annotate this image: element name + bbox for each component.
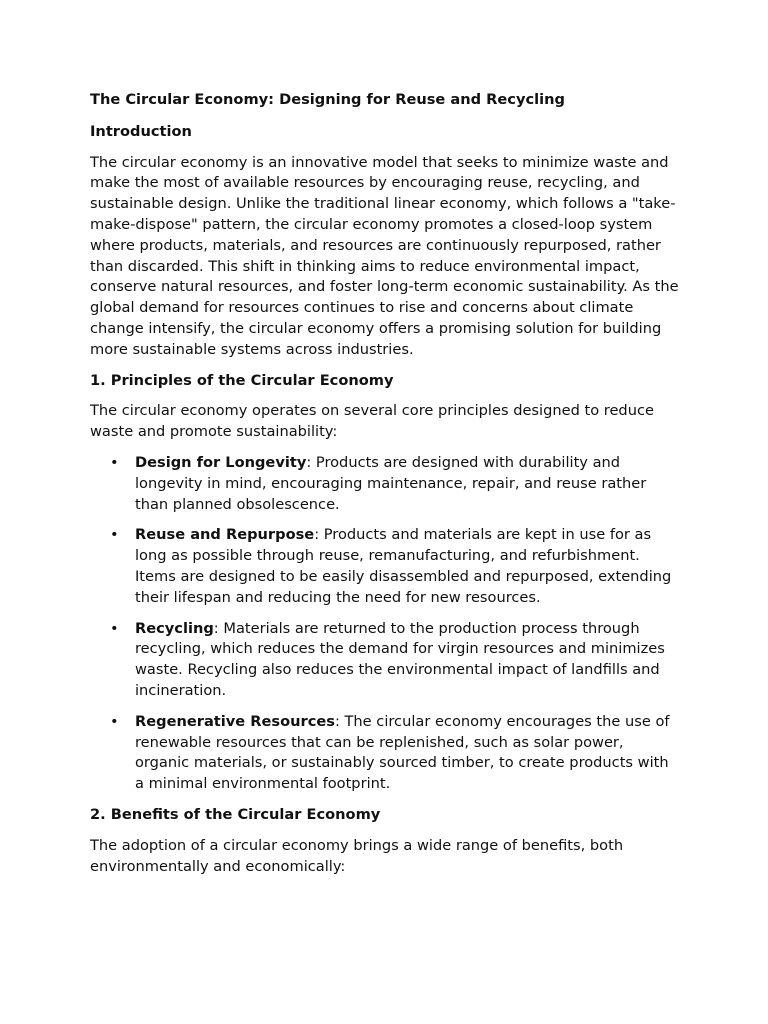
list-item-text: : Materials are returned to the production process through recycling, which reduces the demand for virgin resources and minimizes waste. Recycling also reduces the environmental impact of landfills and incineration.: [135, 619, 665, 699]
section-2-intro: The adoption of a circular economy brings a wide range of benefits, both environmentally and economically:: [90, 836, 624, 875]
list-item: [90, 453, 680, 515]
list-item-term: Recycling: [135, 619, 214, 637]
list-item-term: Regenerative Resources: [135, 712, 335, 730]
intro-heading: Introduction: [90, 122, 192, 140]
bullet-icon: •: [110, 712, 119, 730]
list-item-text: : Products and materials are kept in use for as long as possible through reuse, remanufacturing, and refurbishment. Items are designed to be easily disassembled and repurposed, extending their lifespan and reducing the need for new resources.: [135, 526, 672, 606]
section-1-heading: 1. Principles of the Circular Economy: [90, 371, 394, 389]
bullet-icon: •: [110, 453, 119, 471]
list-item: [90, 712, 680, 795]
principles-list: [90, 453, 680, 795]
list-item-text: : Products are designed with durability and longevity in mind, encouraging maintenance, repair, and reuse rather than planned obsolescence.: [135, 453, 647, 513]
section-2-heading: 2. Benefits of the Circular Economy: [90, 805, 381, 823]
list-item-text: : The circular economy encourages the use of renewable resources that can be replenished, such as solar power, organic materials, or sustainably sourced timber, to create products with a minimal environmental footprint.: [135, 712, 670, 793]
document-page: [90, 90, 680, 887]
list-item-term: Design for Longevity: [135, 453, 307, 471]
document-title: The Circular Economy: Designing for Reuse and Recycling: [90, 91, 565, 108]
list-item-term: Reuse and Repurpose: [135, 526, 315, 544]
bullet-icon: •: [110, 619, 119, 637]
list-item: [90, 619, 680, 702]
bullet-icon: •: [110, 526, 119, 544]
intro-paragraph: The circular economy is an innovative model that seeks to minimize waste and make the most of available resources by encouraging reuse, recycling, and sustainable design. Unlike the traditional linear economy, which follows a "take-make-dispose" pattern, the circular economy promotes a closed-loop system where products, materials, and resources are continuously repurposed, rather than discarded. This shift in thinking aims to reduce environmental impact, conserve natural resources, and foster long-term economic sustainability. As the global demand for resources continues to rise and concerns about climate change intensify, the circular economy offers a promising solution for building more sustainable systems across industries.: [90, 153, 679, 358]
list-item: [90, 525, 680, 608]
section-1-intro: The circular economy operates on several core principles designed to reduce waste and promote sustainability:: [90, 402, 654, 441]
